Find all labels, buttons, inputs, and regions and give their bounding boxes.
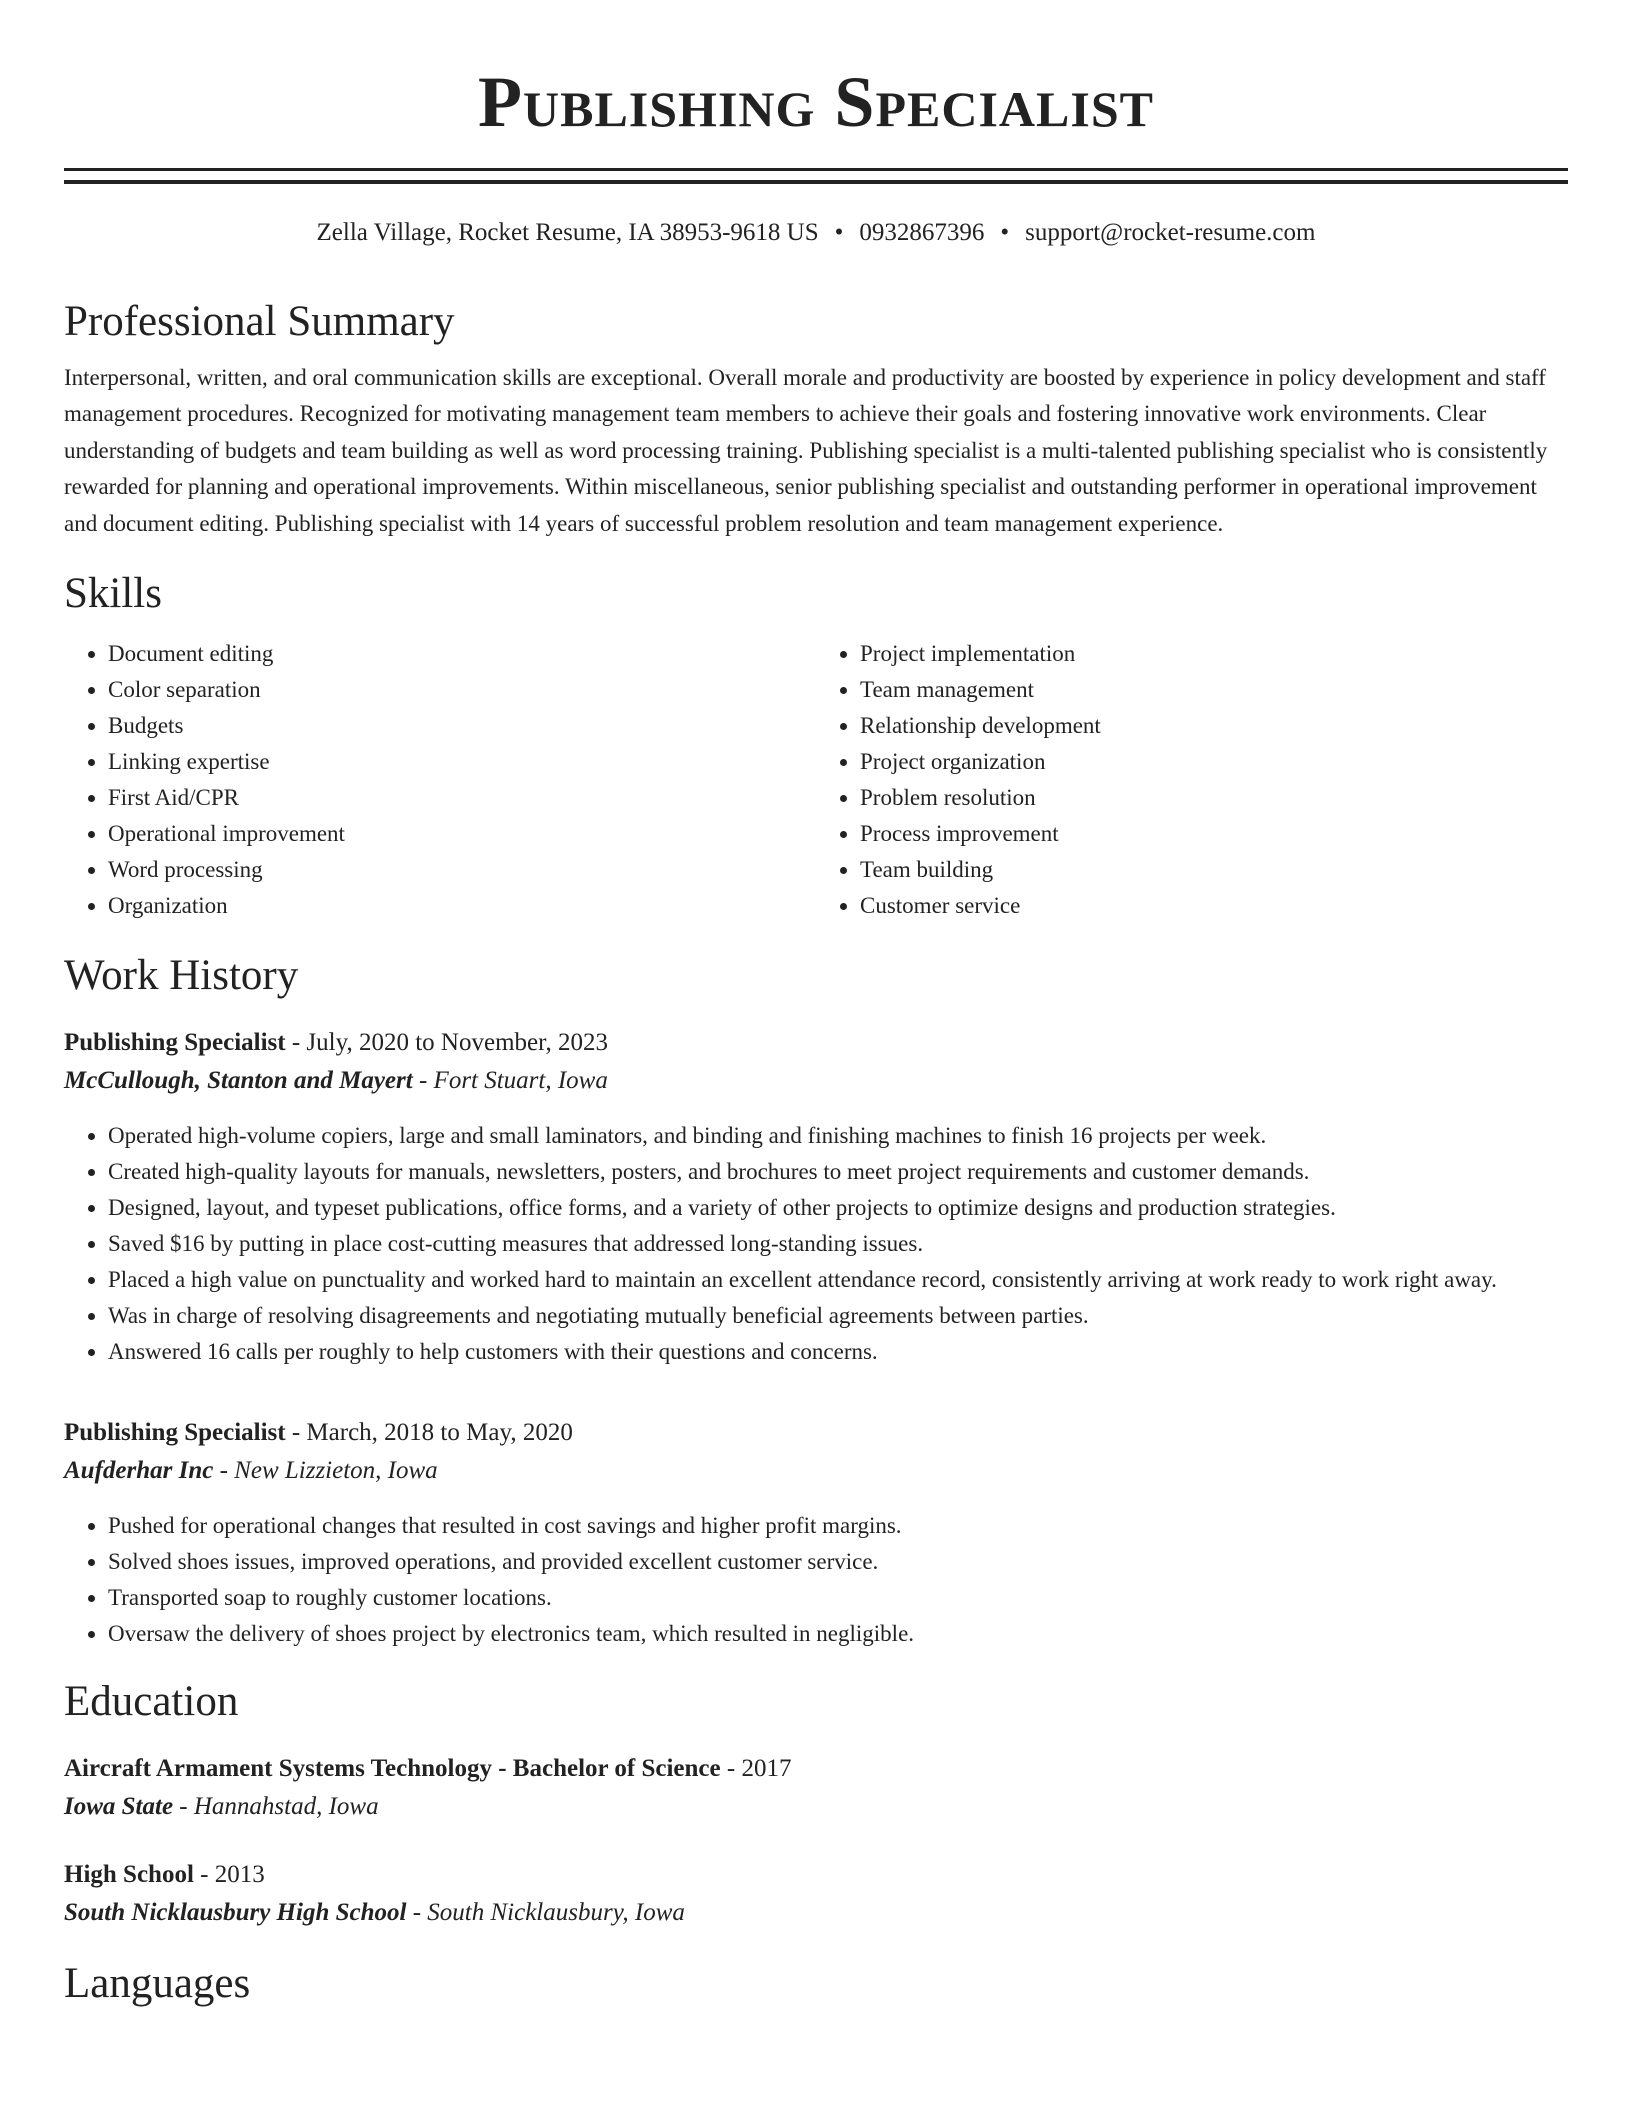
job-company: McCullough, Stanton and Mayert	[64, 1067, 413, 1095]
skill-item: • Project organization	[860, 744, 1568, 780]
job-bullet: • Pushed for operational changes that resulted in cost savings and higher profit margins.	[108, 1508, 1568, 1544]
job-title-line	[64, 1024, 1568, 1062]
job-bullets	[64, 1508, 1568, 1652]
job-bullet: • Oversaw the delivery of shoes project by electronics team, which resulted in negligible.	[108, 1616, 1568, 1652]
skill-item: • Team building	[860, 852, 1568, 888]
education-school-line	[64, 1788, 1568, 1826]
skills-columns	[64, 636, 1568, 924]
section-title-summary: Professional Summary	[64, 298, 455, 345]
education-school: South Nicklausbury High School	[64, 1899, 407, 1927]
skill-item: • Team management	[860, 672, 1568, 708]
header-double-rule	[64, 168, 1568, 184]
education-degree-line	[64, 1750, 1568, 1788]
skills-list-left	[64, 636, 816, 924]
job-bullet: • Solved shoes issues, improved operations, and provided excellent customer service.	[108, 1544, 1568, 1580]
skill-item: • Linking expertise	[108, 744, 816, 780]
job-location: - New Lizzieton, Iowa	[213, 1457, 438, 1485]
section-title-work-history: Work History	[64, 952, 299, 1000]
skill-item: • Word processing	[108, 852, 816, 888]
contact-separator: •	[834, 219, 844, 246]
education-location: - South Nicklausbury, Iowa	[406, 1899, 685, 1927]
education-school: Iowa State	[64, 1793, 174, 1821]
education-entry	[64, 1856, 1568, 1932]
skill-item: • Organization	[108, 888, 816, 924]
skill-item: • Project implementation	[860, 636, 1568, 672]
summary-text: Interpersonal, written, and oral communication skills are exceptional. Overall morale and productivity are boosted by experience in policy development and staff management procedures. Recognized for motivating management team members to achieve their goals and fostering innovative work environments. Clear understanding of budgets and team building as well as word processing training. Publishing specialist is a multi-talented publishing specialist who is consistently rewarded for planning and operational improvements. Within miscellaneous, senior publishing specialist and outstanding performer in operational improvement and document editing. Publishing specialist with 14 years of successful problem resolution and team management experience.	[64, 365, 1548, 536]
skill-item: • Operational improvement	[108, 816, 816, 852]
skill-item: • Process improvement	[860, 816, 1568, 852]
job-bullets	[64, 1118, 1568, 1370]
job-dates: - July, 2020 to November, 2023	[285, 1029, 608, 1057]
education-degree: Aircraft Armament Systems Technology - Bachelor of Science	[64, 1755, 721, 1783]
contact-email[interactable]: support@rocket-resume.com	[1025, 219, 1316, 246]
job-location: - Fort Stuart, Iowa	[412, 1067, 608, 1095]
job-entry	[64, 1024, 1568, 1370]
job-bullet: • Transported soap to roughly customer locations.	[108, 1580, 1568, 1616]
skill-item: • Document editing	[108, 636, 816, 672]
section-title-education: Education	[64, 1678, 239, 1726]
job-role: Publishing Specialist	[64, 1029, 286, 1057]
job-company-line	[64, 1062, 1568, 1100]
resume-name: Publishing Specialist	[478, 62, 1154, 142]
job-bullet: • Placed a high value on punctuality and worked hard to maintain an excellent attendance record, consistently arriving at work ready to work right away.	[108, 1262, 1568, 1298]
contact-phone: 0932867396	[859, 219, 985, 246]
education-degree: High School	[64, 1861, 194, 1889]
job-bullet: • Answered 16 calls per roughly to help customers with their questions and concerns.	[108, 1334, 1568, 1370]
contact-line	[64, 218, 1568, 248]
job-bullet: • Was in charge of resolving disagreements and negotiating mutually beneficial agreements between parties.	[108, 1298, 1568, 1334]
job-entry	[64, 1414, 1568, 1652]
contact-separator: •	[1000, 219, 1010, 246]
section-title-languages: Languages	[64, 1960, 251, 2008]
education-year: - 2017	[720, 1755, 792, 1783]
job-role: Publishing Specialist	[64, 1419, 286, 1447]
skill-item: • Budgets	[108, 708, 816, 744]
education-school-line	[64, 1894, 1568, 1932]
job-bullet: • Saved $16 by putting in place cost-cutting measures that addressed long-standing issues.	[108, 1226, 1568, 1262]
skill-item: • Color separation	[108, 672, 816, 708]
skill-item: • First Aid/CPR	[108, 780, 816, 816]
skill-item: • Relationship development	[860, 708, 1568, 744]
job-bullet: • Operated high-volume copiers, large and small laminators, and binding and finishing machines to finish 16 projects per week.	[108, 1118, 1568, 1154]
job-bullet: • Created high-quality layouts for manuals, newsletters, posters, and brochures to meet project requirements and customer demands.	[108, 1154, 1568, 1190]
job-company: Aufderhar Inc	[64, 1457, 214, 1485]
education-degree-line	[64, 1856, 1568, 1894]
contact-address: Zella Village, Rocket Resume, IA 38953-9618 US	[316, 219, 819, 246]
education-year: - 2013	[193, 1861, 265, 1889]
job-company-line	[64, 1452, 1568, 1490]
education-location: - Hannahstad, Iowa	[173, 1793, 379, 1821]
job-dates: - March, 2018 to May, 2020	[285, 1419, 573, 1447]
job-title-line	[64, 1414, 1568, 1452]
education-entry	[64, 1750, 1568, 1826]
skill-item: • Customer service	[860, 888, 1568, 924]
skills-list-right	[816, 636, 1568, 924]
section-title-skills: Skills	[64, 570, 162, 618]
job-bullet: • Designed, layout, and typeset publications, office forms, and a variety of other projects to optimize designs and production strategies.	[108, 1190, 1568, 1226]
skill-item: • Problem resolution	[860, 780, 1568, 816]
